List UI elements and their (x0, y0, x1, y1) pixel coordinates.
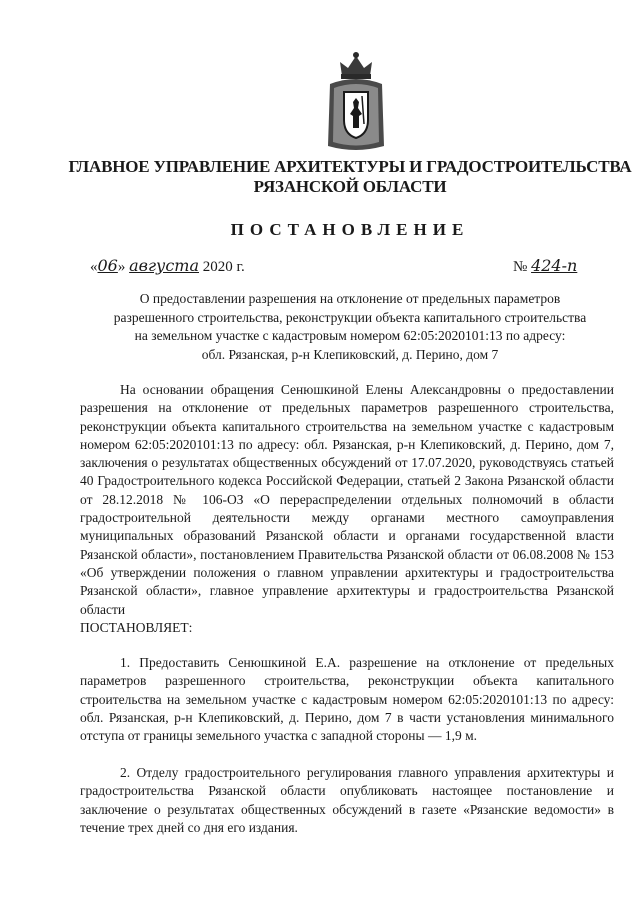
item-1-block (80, 654, 614, 745)
date-day: 06 (97, 256, 118, 275)
number-value: 424-п (531, 256, 578, 275)
document-number (513, 256, 577, 276)
preamble-block (80, 381, 614, 637)
item-1-paragraph: 1. Предоставить Сенюшкиной Е.А. разрешение на отклонение от предельных параметров разрешенного строительства, реконструкции объекта капитального строительства на земельном участке с кадастровым номером 62:05:2020101:13 по адресу: обл. Рязанская, р-н Клепиковский, д. Перино, дом 7 в части установления минимального отступа от границы земельного участка с западной стороны — 1,9 м. (80, 655, 614, 744)
item-2-block (80, 764, 614, 837)
subject-line: на земельном участке с кадастровым номером 62:05:2020101:13 по адресу: (134, 328, 566, 343)
date-close-quote: » (117, 259, 126, 275)
item-2-paragraph: 2. Отделу градостроительного регулирования главного управления архитектуры и градостроительства Рязанской области опубликовать настоящее постановление и заключение о результатах общественных обсуждений в газете «Рязанские ведомости» в течение трех дней со дня его издания. (80, 765, 614, 835)
document-date (90, 256, 245, 276)
date-month: августа (129, 256, 199, 275)
document-subject (80, 290, 620, 364)
date-open-quote: « (90, 259, 98, 275)
subject-line: разрешенного строительства, реконструкции объекта капитального строительства (113, 309, 587, 325)
coat-of-arms-icon (326, 50, 386, 154)
org-name-line2: РЯЗАНСКОЙ ОБЛАСТИ (253, 177, 447, 196)
subject-line: обл. Рязанская, р-н Клепиковский, д. Перино, дом 7 (201, 346, 499, 362)
number-label: № (513, 259, 528, 275)
preamble-paragraph: На основании обращения Сенюшкиной Елены Александровны о предоставлении разрешения на отклонение от предельных параметров разрешенного строительства, реконструкции объекта капитального строительства на земельном участке с кадастровым номером 62:05:2020101:13 по адресу: обл. Рязанская, р-н Клепиковский, д. Перино, дом 7, заключения о результатах общественных обсуждений от 17.07.2020, руководствуясь статьей 40 Градостроительного кодекса Российской Федерации, статьей 2 Закона Рязанской области от 28.12.2018 № 106-ОЗ «О перераспределении отдельных полномочий в области градостроительной деятельности между органами местного самоуправления муниципальных образований Рязанской области и органами государственной власти Рязанской области», постановлением Правительства Рязанской области от 06.08.2008 № 153 «Об утверждении положения о главном управлении архитектуры и градостроительства Рязанской области», главное управление архитектуры и градостроительства Рязанской области (80, 382, 614, 617)
subject-line: О предоставлении разрешения на отклонение от предельных параметров (139, 291, 561, 306)
document-type-title: ПОСТАНОВЛЕНИЕ (230, 220, 470, 239)
date-year: 2020 г. (202, 259, 245, 275)
org-name-line1: ГЛАВНОЕ УПРАВЛЕНИЕ АРХИТЕКТУРЫ И ГРАДОСТРОИТЕЛЬСТВА (68, 157, 632, 176)
resolves-label: ПОСТАНОВЛЯЕТ: (80, 619, 193, 635)
